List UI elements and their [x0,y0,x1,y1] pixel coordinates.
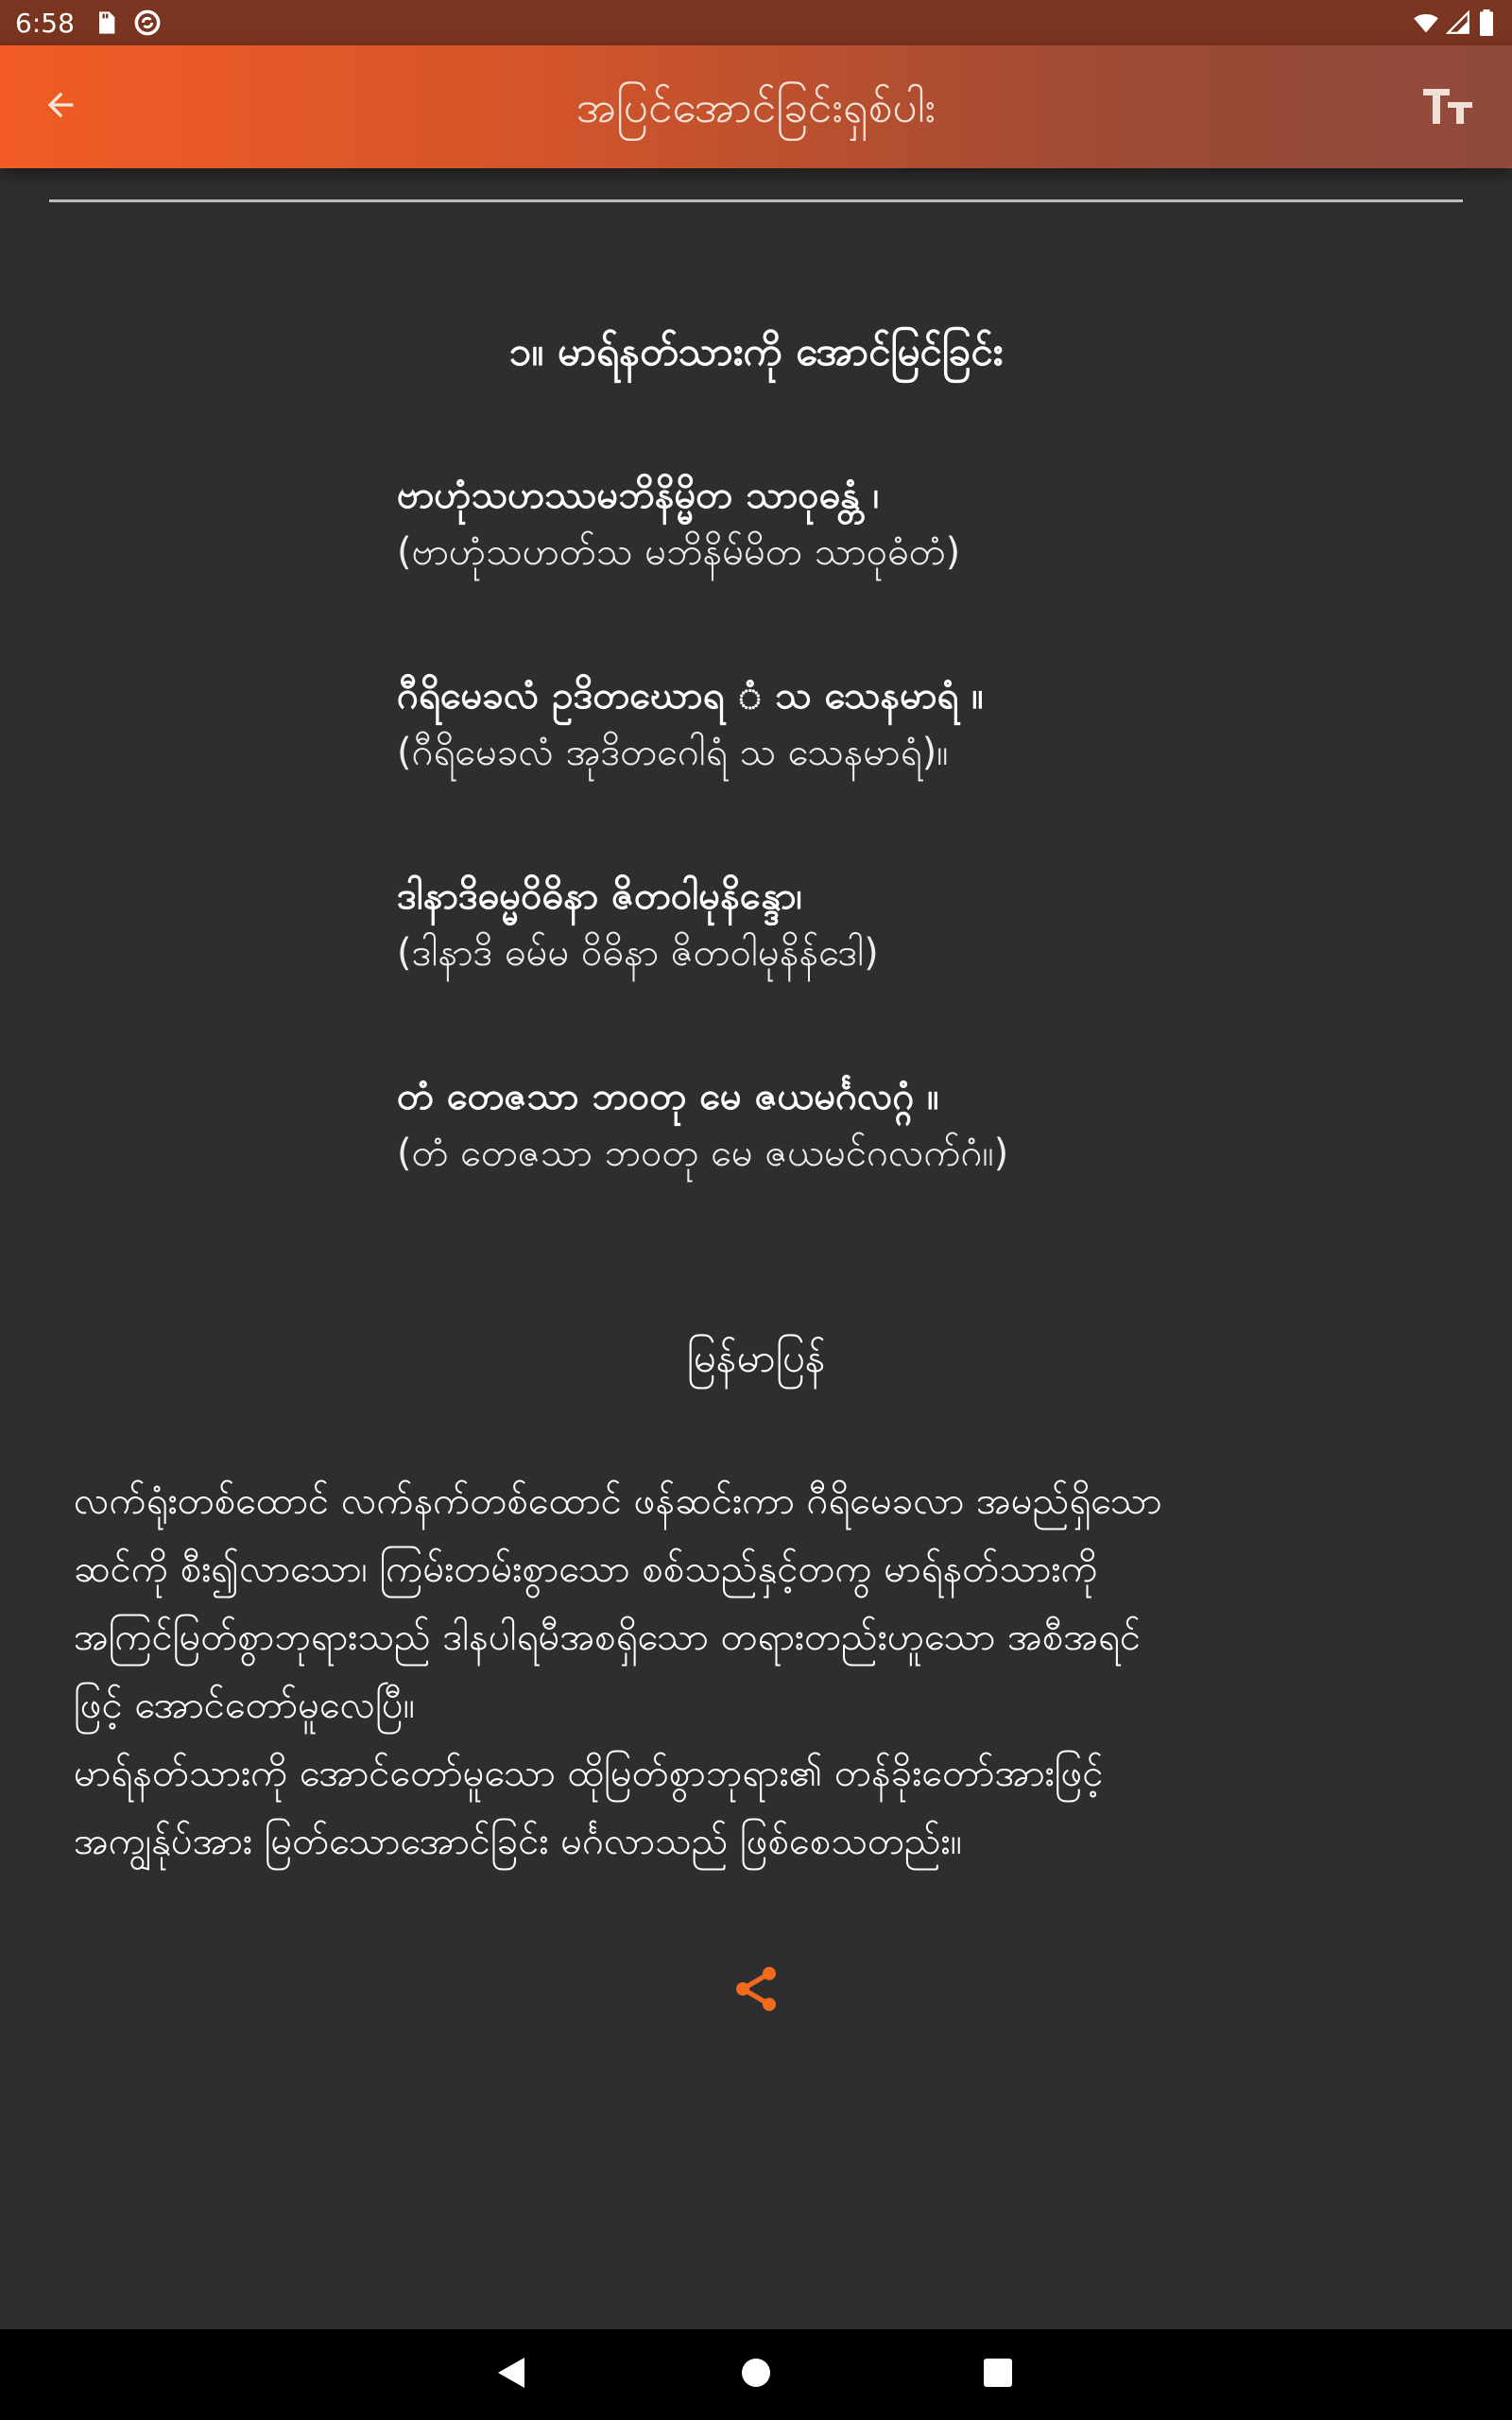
verse-reading-text: (တံ တေဇသာ ဘဝတု မေ ဇယမင်ဂလက်ဂံ။) [397,1132,1009,1175]
translation-line: မာရ်နတ်သားကို အောင်တော်မူသော ထိုမြတ်စွာဘုရား၏ တန်ခိုးတော်အားဖြင့် [74,1752,1104,1795]
wifi-icon [1412,9,1438,36]
nav-back-button[interactable] [490,2352,535,2397]
verse-block [397,467,1342,580]
verse-block [397,1068,1342,1182]
arrow-back-icon [42,86,79,128]
sd-card-icon [93,9,119,36]
recents-square-icon [983,2358,1013,2392]
share-icon [730,1962,782,2019]
translation-line: ဆင်ကို စီး၍လာသော၊ ကြမ်းတမ်းစွာသော စစ်သည်နှင့်တကွ မာရ်နတ်သားကို [74,1547,1098,1591]
share-button[interactable] [726,1961,786,2021]
back-button[interactable] [34,80,87,133]
home-circle-icon [741,2358,771,2392]
cellular-signal-icon [1446,9,1472,36]
divider [49,199,1463,202]
verse-pali-text: တံ တေဇသာ ဘဝတု မေ ဇယမင်္ဂလဂ္ဂံ ။ [397,1075,939,1118]
section-title: ၁။ မာရ်နတ်သားကို အောင်မြင်ခြင်း [508,328,1004,374]
verse-reading-text: (ဗာဟုံသဟတ်သ မဘိနိမ်မိတ သာဝုဓံတံ) [397,530,961,574]
app-bar [0,45,1512,168]
translation-line: ဖြင့် အောင်တော်မူလေပြီ။ [74,1684,415,1727]
status-bar [0,0,1512,45]
verse-block [397,667,1342,781]
verse-pali-text: ဗာဟုံသဟဿမဘိနိမ္မိတ သာဝုဓန္တံ ၊ [397,474,880,517]
translation-line: အကျွန်ုပ်အား မြတ်သောအောင်ခြင်း မင်္ဂလာသည် ဖြစ်စေသတည်း။ [74,1820,962,1863]
battery-icon [1478,9,1495,36]
text-size-icon [1421,83,1474,132]
sync-circle-icon [134,9,161,36]
verse-block [397,868,1342,981]
nav-recents-button[interactable] [975,2352,1021,2397]
page-title: အပြင်အောင်ခြင်းရှစ်ပါး [576,81,936,132]
status-time: 6:58 [15,8,75,39]
verse-reading-text: (ဒါနာဒိ ဓမ်မ ဝိဓိနာ ဇိတဝါမုနိန်ဒေါ) [397,931,879,975]
translation-line: အကြင်မြတ်စွာဘုရားသည် ဒါနပါရမီအစရှိသော တရားတည်းဟူသော အစီအရင် [74,1616,1142,1659]
translation-heading: မြန်မာပြန် [686,1335,826,1381]
verse-pali-text: ဂီရိမေခလံ ဥဒိတဃောရ ံ သ သေနမာရံ ။ [397,674,984,717]
text-size-button[interactable] [1418,81,1478,134]
back-triangle-icon [496,2356,528,2394]
verse-pali-text: ဒါနာဒိဓမ္မဝိဓိနာ ဇိတဝါမုနိန္ဒော၊ [397,874,802,918]
translation-line: လက်ရုံးတစ်ထောင် လက်နက်တစ်ထောင် ဖန်ဆင်းကာ ဂီရိမေခလာ အမည်ရှိသော [74,1479,1162,1523]
verse-reading-text: (ဂီရိမေခလံ အုဒိတဂေါရံ သ သေနမာရံ)။ [397,731,949,774]
nav-home-button[interactable] [733,2352,779,2397]
navigation-bar [0,2329,1512,2420]
translation-body [74,1467,1453,1876]
